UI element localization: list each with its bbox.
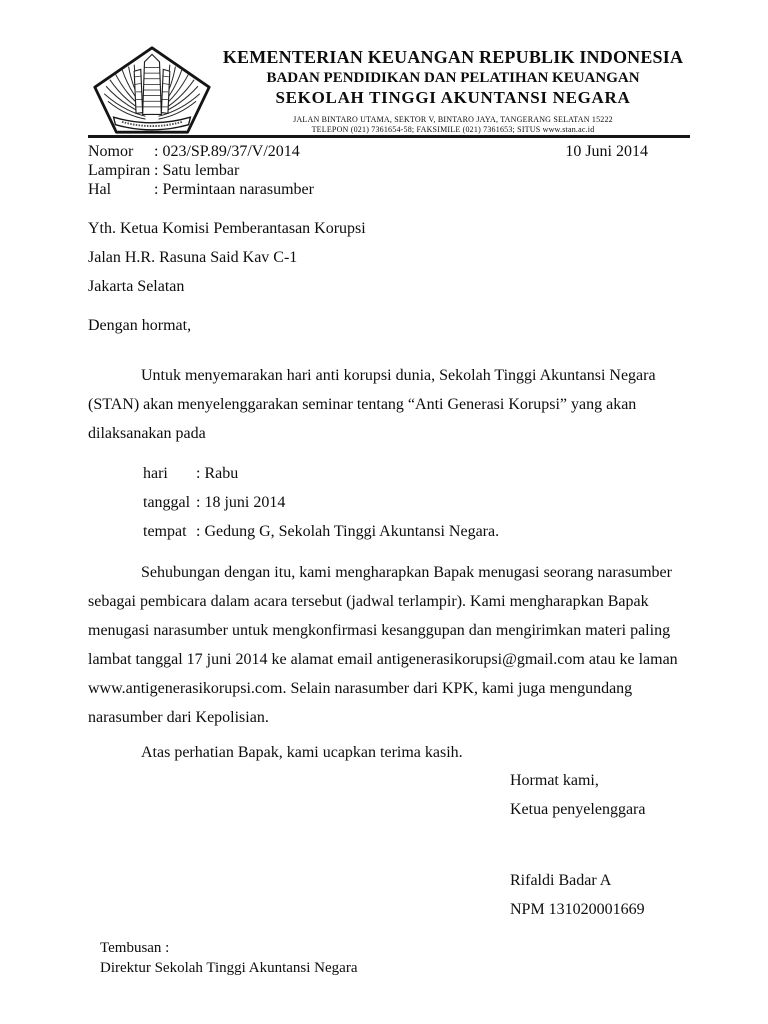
recipient-city: Jakarta Selatan bbox=[88, 278, 185, 295]
meta-label-nomor: Nomor bbox=[88, 143, 134, 160]
event-label-tempat: tempat bbox=[143, 523, 187, 540]
event-value-hari: : Rabu bbox=[196, 465, 239, 482]
letterhead-text bbox=[216, 45, 690, 135]
letter-meta bbox=[88, 142, 690, 199]
signature-npm: NPM 131020001669 bbox=[510, 901, 645, 918]
opening-salutation: Dengan hormat, bbox=[88, 317, 192, 334]
meta-value-nomor: : 023/SP.89/37/V/2014 bbox=[154, 143, 300, 160]
meta-row-hal bbox=[88, 180, 690, 199]
recipient-street: Jalan H.R. Rasuna Said Kav C-1 bbox=[88, 249, 298, 266]
event-value-tanggal: : 18 juni 2014 bbox=[196, 494, 286, 511]
meta-label-hal: Hal bbox=[88, 181, 112, 198]
event-details bbox=[143, 459, 690, 546]
body-paragraph-1: Untuk menyemarakan hari anti korupsi dunia, Sekolah Tinggi Akuntansi Negara (STAN) akan menyelenggarakan seminar tentang “Anti Generasi Korupsi” yang akan dilaksanakan pada bbox=[88, 367, 656, 442]
event-value-tempat: : Gedung G, Sekolah Tinggi Akuntansi Negara. bbox=[196, 523, 500, 540]
meta-row-lampiran bbox=[88, 161, 690, 180]
signature-salutation: Hormat kami, bbox=[510, 772, 599, 789]
event-label-tanggal: tanggal bbox=[143, 494, 191, 511]
address-line-2: TELEPON (021) 7361654-58; FAKSIMILE (021) 7361653; SITUS www.stan.ac.id bbox=[311, 125, 595, 134]
meta-value-hal: : Permintaan narasumber bbox=[154, 181, 314, 198]
tembusan-block bbox=[100, 938, 690, 978]
recipient-block bbox=[88, 214, 690, 301]
event-label-hari: hari bbox=[143, 465, 168, 482]
agency-name: BADAN PENDIDIKAN DAN PELATIHAN KEUANGAN bbox=[266, 70, 640, 86]
signature-name: Rifaldi Badar A bbox=[510, 872, 612, 889]
recipient-name: Yth. Ketua Komisi Pemberantasan Korupsi bbox=[88, 220, 366, 237]
letter-date: 10 Juni 2014 bbox=[565, 143, 648, 160]
tembusan-value: Direktur Sekolah Tinggi Akuntansi Negara bbox=[100, 960, 358, 976]
address-line-1: JALAN BINTARO UTAMA, SEKTOR V, BINTARO JAYA, TANGERANG SELATAN 15222 bbox=[293, 115, 613, 124]
event-row-hari bbox=[143, 459, 690, 488]
letterhead-divider bbox=[88, 135, 690, 138]
ministry-name: KEMENTERIAN KEUANGAN REPUBLIK INDONESIA bbox=[222, 47, 684, 67]
kemenkeu-pentagon-seal-icon bbox=[88, 45, 216, 135]
event-row-tanggal bbox=[143, 488, 690, 517]
tembusan-label: Tembusan : bbox=[100, 940, 170, 956]
signature-title: Ketua penyelenggara bbox=[510, 801, 646, 818]
letterhead bbox=[88, 45, 690, 135]
meta-label-lampiran: Lampiran bbox=[88, 162, 151, 179]
signature-block bbox=[510, 766, 690, 924]
school-name: SEKOLAH TINGGI AKUNTANSI NEGARA bbox=[275, 88, 631, 107]
closing-sentence: Atas perhatian Bapak, kami ucapkan terima kasih. bbox=[141, 744, 463, 761]
event-row-tempat bbox=[143, 517, 690, 546]
meta-value-lampiran: : Satu lembar bbox=[154, 162, 240, 179]
body-paragraph-2: Sehubungan dengan itu, kami mengharapkan Bapak menugasi seorang narasumber sebagai pembicara dalam acara tersebut (jadwal terlampir). Kami mengharapkan Bapak menugasi narasumber untuk mengkonfirmasi kesanggupan dan mengirimkan materi paling lambat tanggal 17 juni 2014 ke alamat email antigenerasikorupsi@gmail.com atau ke laman www.antigenerasikorupsi.com. Selain narasumber dari KPK, kami juga mengundang narasumber dari Kepolisian. bbox=[88, 564, 678, 726]
